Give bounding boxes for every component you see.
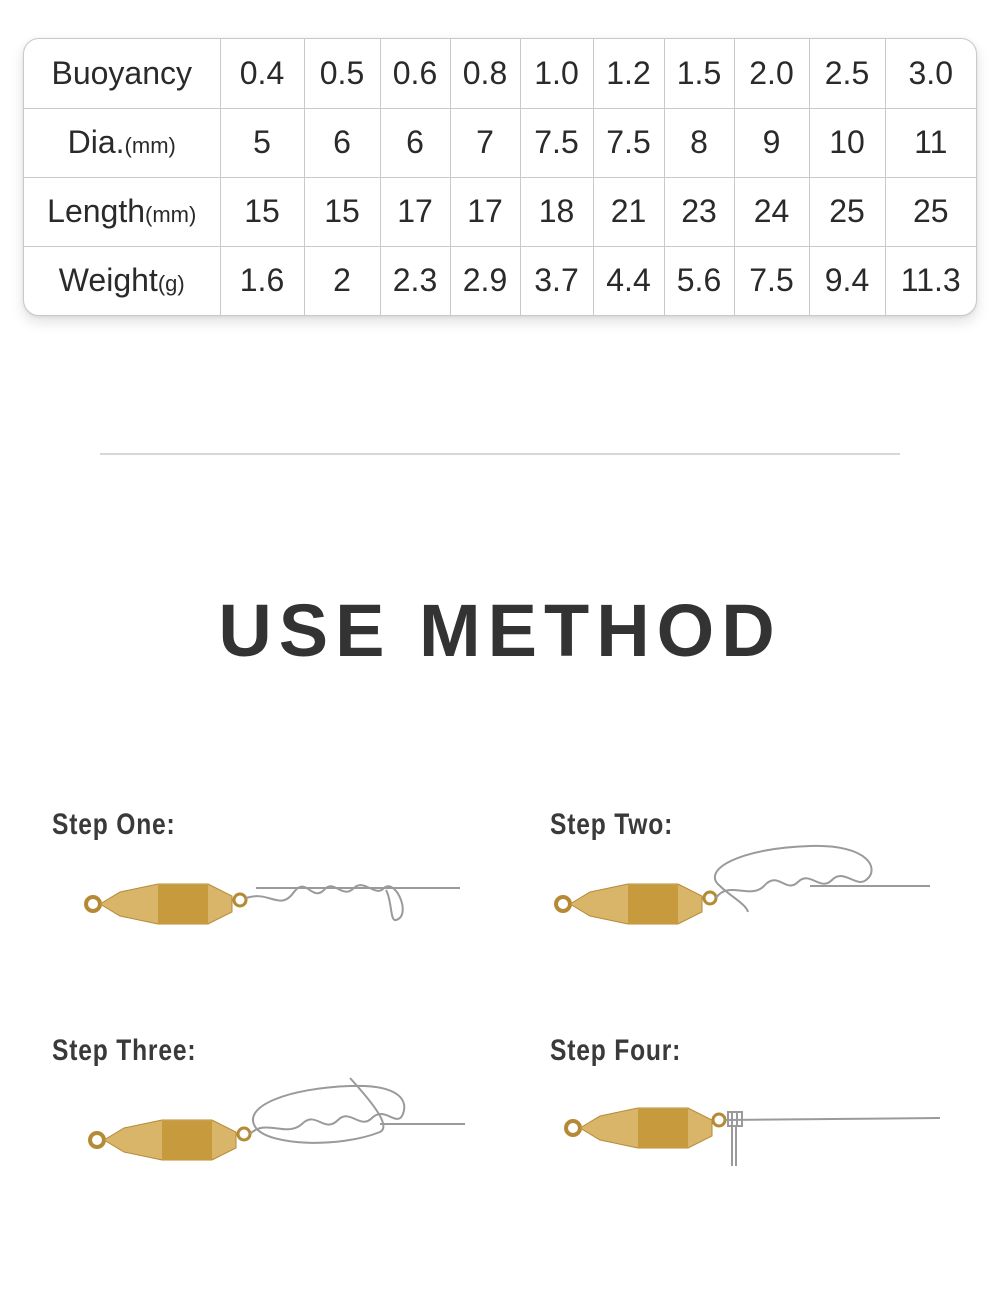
spec-cell: 1.2 [593, 39, 664, 108]
spec-cell: 24 [734, 177, 809, 246]
spec-label-text: Buoyancy [51, 54, 193, 91]
spec-cell: 2 [304, 246, 380, 315]
spec-cell: 6 [304, 108, 380, 177]
spec-cell: 1.6 [220, 246, 304, 315]
page-title: USE METHOD [218, 589, 782, 672]
spec-cell: 9 [734, 108, 809, 177]
spec-row-label [24, 177, 220, 246]
spec-cell: 9.4 [809, 246, 885, 315]
spec-cell: 3.7 [520, 246, 593, 315]
step-two-label: Step Two: [550, 808, 674, 841]
spec-label-text: Dia. [67, 124, 125, 160]
spec-cell: 7.5 [593, 108, 664, 177]
spec-row-weight [24, 246, 976, 315]
spec-cell: 0.5 [304, 39, 380, 108]
spec-table [24, 39, 976, 315]
spec-cell: 25 [885, 177, 976, 246]
spec-row-label [24, 108, 220, 177]
spec-cell: 25 [809, 177, 885, 246]
step-four-label: Step Four: [550, 1034, 682, 1067]
spec-cell: 6 [380, 108, 450, 177]
spec-cell: 2.9 [450, 246, 520, 315]
spec-cell: 17 [450, 177, 520, 246]
section-divider [100, 453, 900, 455]
spec-unit-text: (g) [157, 271, 185, 297]
spec-unit-text: (mm) [124, 133, 176, 158]
spec-cell: 18 [520, 177, 593, 246]
float-knot-step-2-illustration [550, 840, 940, 940]
float-icon [556, 884, 716, 924]
spec-cell: 2.5 [809, 39, 885, 108]
spec-cell: 15 [304, 177, 380, 246]
spec-cell: 5 [220, 108, 304, 177]
spec-row-label [24, 246, 220, 315]
float-icon [86, 884, 246, 924]
spec-cell: 4.4 [593, 246, 664, 315]
spec-cell: 11 [885, 108, 976, 177]
spec-cell: 7 [450, 108, 520, 177]
spec-row-dia [24, 108, 976, 177]
spec-cell: 15 [220, 177, 304, 246]
spec-cell: 3.0 [885, 39, 976, 108]
spec-row-label [24, 39, 220, 108]
step-one-label: Step One: [52, 808, 176, 841]
spec-cell: 7.5 [520, 108, 593, 177]
float-icon [566, 1108, 725, 1148]
spec-cell: 1.5 [664, 39, 734, 108]
spec-cell: 8 [664, 108, 734, 177]
spec-cell: 7.5 [734, 246, 809, 315]
float-icon [90, 1120, 250, 1160]
spec-cell: 2.3 [380, 246, 450, 315]
spec-cell: 5.6 [664, 246, 734, 315]
spec-cell: 0.8 [450, 39, 520, 108]
spec-cell: 23 [664, 177, 734, 246]
spec-row-buoyancy [24, 39, 976, 108]
spec-label-text: Length [47, 193, 146, 229]
spec-cell: 2.0 [734, 39, 809, 108]
float-knot-step-1-illustration [80, 860, 470, 940]
spec-label-text: Weight [58, 262, 158, 299]
spec-cell: 21 [593, 177, 664, 246]
spec-cell: 10 [809, 108, 885, 177]
spec-unit-text: (mm) [145, 202, 197, 227]
float-knot-step-4-illustration [560, 1090, 950, 1180]
spec-cell: 1.0 [520, 39, 593, 108]
float-knot-step-3-illustration [80, 1070, 470, 1180]
spec-cell: 0.4 [220, 39, 304, 108]
spec-cell: 11.3 [885, 246, 976, 315]
step-three-label: Step Three: [52, 1034, 197, 1067]
spec-table-card [23, 38, 977, 316]
spec-cell: 0.6 [380, 39, 450, 108]
spec-row-length [24, 177, 976, 246]
spec-cell: 17 [380, 177, 450, 246]
